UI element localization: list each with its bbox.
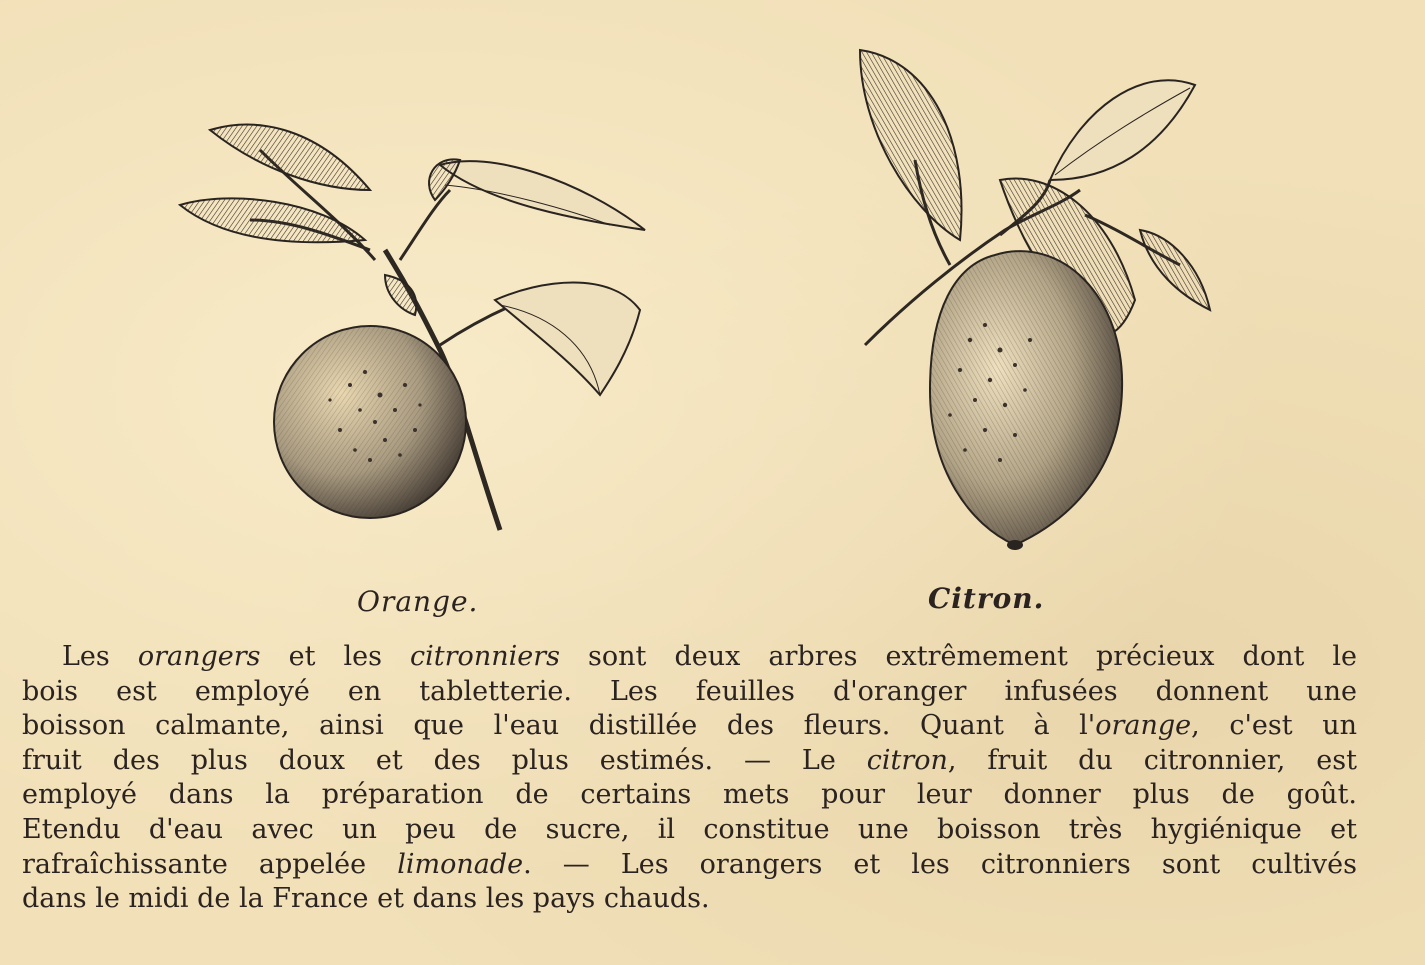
text-run: . — Les orangers et les citronniers sont cultivés: [523, 848, 1357, 880]
text-run: Les: [62, 641, 138, 672]
text-run: fruit des plus doux et des plus estimés. — Le: [22, 744, 867, 776]
text-run: employé dans la préparation de certains mets pour leur donner plus de goût.: [22, 779, 1357, 811]
text-line: [22, 882, 1357, 917]
citron-caption: Citron.: [928, 582, 1045, 615]
text-run: bois est employé en tabletterie. Les feuilles d'oranger infusées donnent une: [22, 675, 1357, 707]
text-run: dans le midi de la France et dans les pays chauds.: [22, 883, 710, 915]
orange-illustration: [170, 110, 660, 540]
text-run: , fruit du citronnier, est: [947, 744, 1357, 776]
emphasized-term: limonade: [397, 848, 524, 880]
text-run: , c'est un: [1191, 710, 1357, 742]
emphasized-term: citron: [866, 744, 948, 776]
text-line: [22, 675, 1357, 710]
body-paragraph: [22, 640, 1357, 917]
emphasized-term: orange: [1095, 710, 1192, 742]
text-line: [22, 709, 1357, 744]
emphasized-term: citronniers: [410, 641, 560, 672]
text-run: sont deux arbres extrêmement précieux dont le: [559, 641, 1357, 672]
text-line: [22, 744, 1357, 779]
text-line: [22, 848, 1357, 883]
text-run: boisson calmante, ainsi que l'eau distillée des fleurs. Quant à l': [22, 710, 1096, 742]
text-run: rafraîchissante appelée: [22, 848, 398, 880]
emphasized-term: orangers: [137, 641, 261, 672]
text-line: [22, 640, 1357, 675]
text-line: [22, 813, 1357, 848]
text-run: Etendu d'eau avec un peu de sucre, il constitue une boisson très hygiénique et: [22, 813, 1357, 845]
orange-caption: Orange.: [357, 585, 479, 618]
text-line: [22, 778, 1357, 813]
citron-illustration: [850, 40, 1220, 560]
text-run: et les: [260, 641, 411, 672]
